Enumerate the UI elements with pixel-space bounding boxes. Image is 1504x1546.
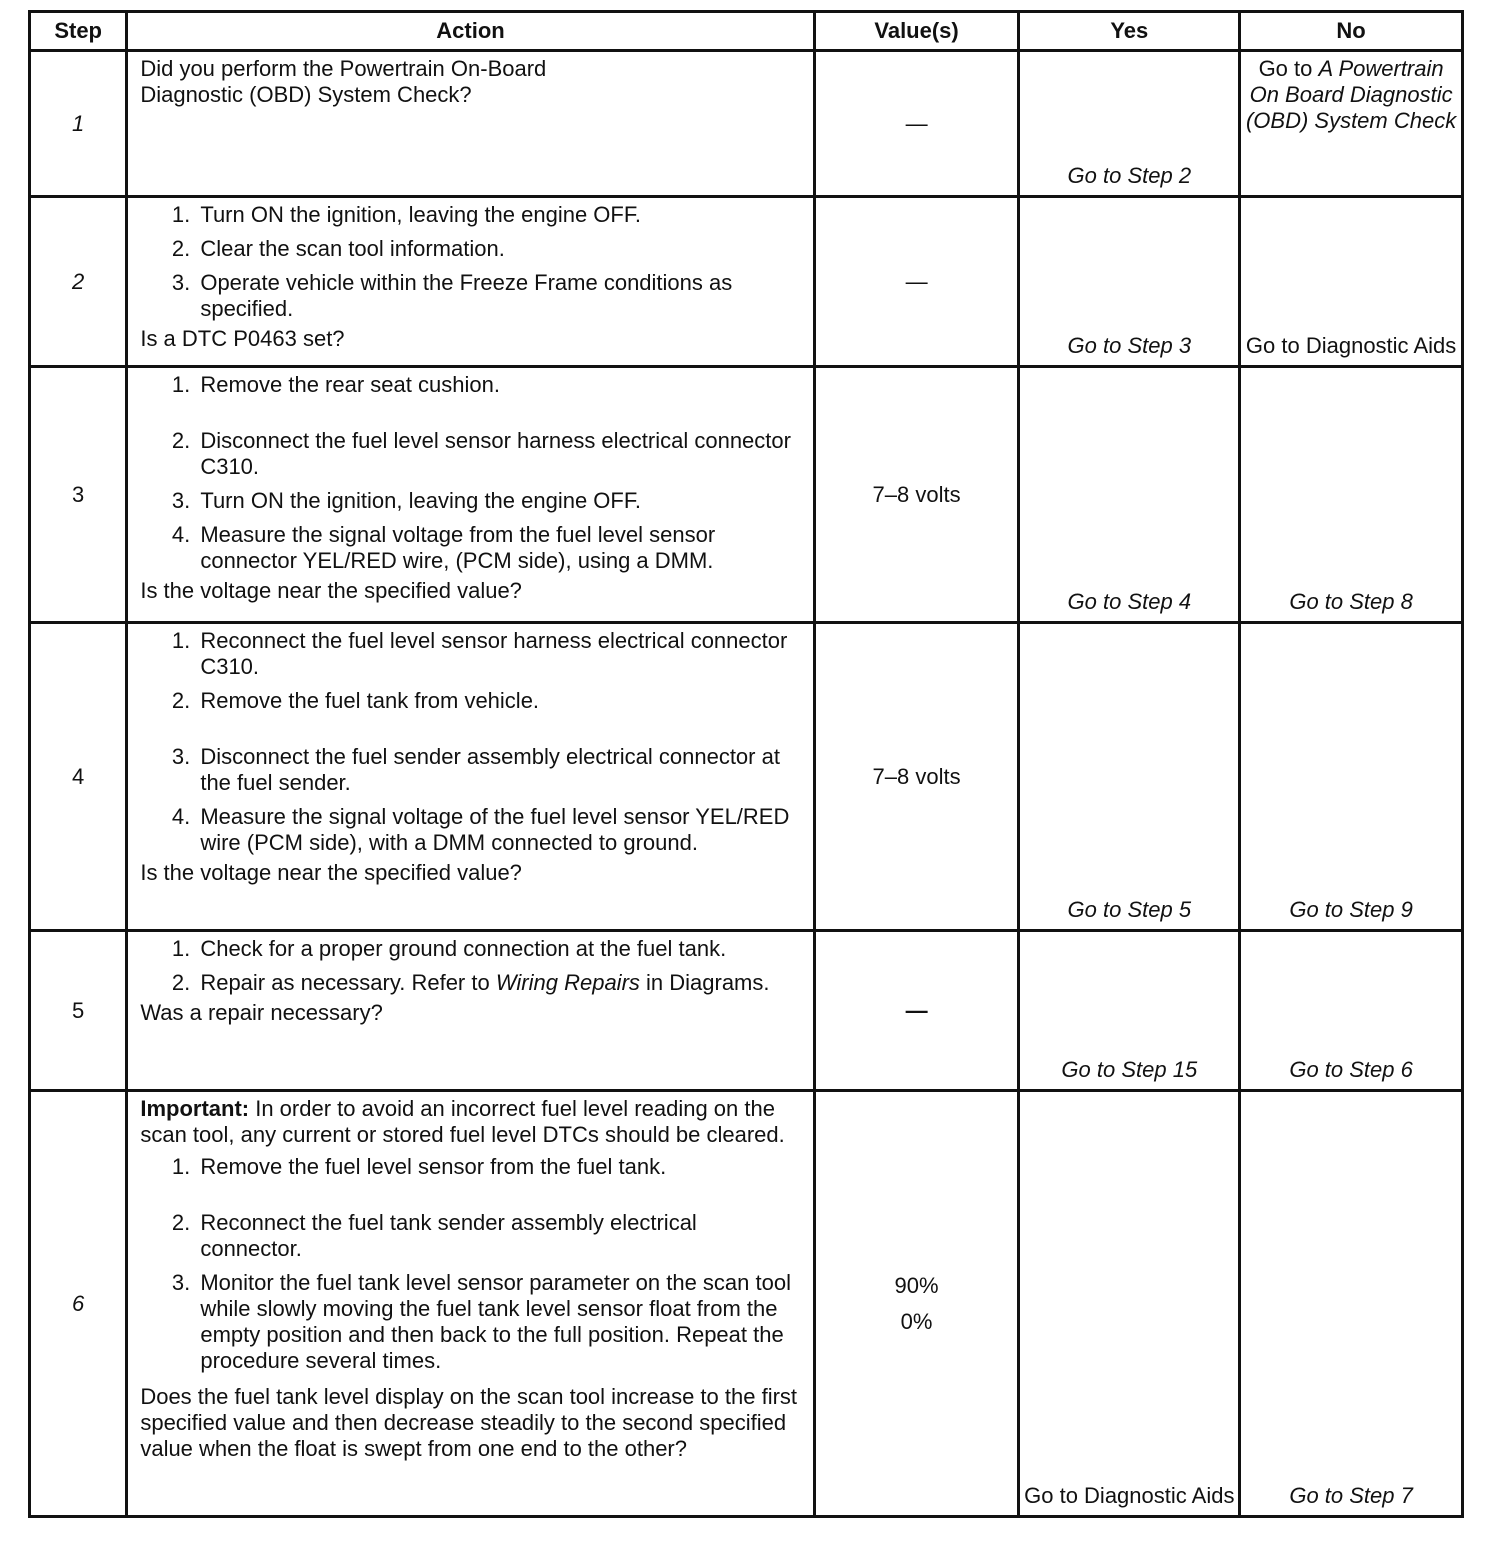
header-yes: Yes: [1019, 12, 1240, 51]
action-step: 1. Remove the rear seat cushion.: [196, 372, 802, 398]
yes-cell: Go to Step 4: [1019, 367, 1240, 623]
table-row: [30, 1091, 1463, 1517]
action-cell: [127, 197, 814, 367]
no-em: A Powertrain On Board Diagnostic (OBD) System Check: [1245, 56, 1457, 133]
header-no: No: [1240, 12, 1463, 51]
action-cell: [127, 51, 814, 197]
table-row: [30, 623, 1463, 931]
value-first: 90%: [894, 1272, 939, 1298]
action-question: Was a repair necessary?: [140, 1000, 383, 1025]
no-cell: Go to Step 7: [1240, 1091, 1463, 1517]
value-cell: [814, 1091, 1019, 1517]
yes-cell: Go to Step 15: [1019, 931, 1240, 1091]
header-step: Step: [30, 12, 127, 51]
action-step: 4. Measure the signal voltage from the fuel level sensor connector YEL/RED wire, (PCM side), using a DMM.: [196, 522, 802, 574]
yes-cell: Go to Diagnostic Aids: [1019, 1091, 1240, 1517]
value-cell: —: [814, 931, 1019, 1091]
no-cell: Go to Diagnostic Aids: [1240, 197, 1463, 367]
important-note: [140, 1096, 802, 1148]
action-step: 3. Disconnect the fuel sender assembly electrical connector at the fuel sender.: [196, 744, 802, 796]
action-cell: [127, 623, 814, 931]
no-prefix: Go to: [1258, 56, 1319, 81]
action-steps: [140, 936, 802, 996]
action-step: 2. Clear the scan tool information.: [196, 236, 802, 262]
table-row: [30, 51, 1463, 197]
action-step: 3. Monitor the fuel tank level sensor parameter on the scan tool while slowly moving the fuel tank level sensor float from the empty position and then back to the full position. Repeat the procedure several times.: [196, 1270, 802, 1374]
header-row: [30, 12, 1463, 51]
step-text-prefix: Repair as necessary. Refer to: [200, 970, 496, 995]
action-step: 2. Reconnect the fuel tank sender assembly electrical connector.: [196, 1210, 802, 1262]
value-cell: 7–8 volts: [814, 623, 1019, 931]
header-action: Action: [127, 12, 814, 51]
action-question: Is a DTC P0463 set?: [140, 326, 345, 351]
action-step: 2. Remove the fuel tank from vehicle.: [196, 688, 802, 714]
action-steps: [140, 628, 802, 856]
value-cell: 7–8 volts: [814, 367, 1019, 623]
action-steps: [140, 1154, 802, 1374]
action-step: 1. Reconnect the fuel level sensor harness electrical connector C310.: [196, 628, 802, 680]
action-steps: [140, 202, 802, 322]
action-question: Did you perform the Powertrain On-Board Diagnostic (OBD) System Check?: [140, 56, 547, 107]
step-number: 5: [30, 931, 127, 1091]
action-cell: [127, 931, 814, 1091]
value-cell: —: [814, 51, 1019, 197]
yes-cell: Go to Step 3: [1019, 197, 1240, 367]
diagnostic-table: [28, 10, 1464, 1518]
action-step: 3. Operate vehicle within the Freeze Frame conditions as specified.: [196, 270, 802, 322]
step-number: 6: [30, 1091, 127, 1517]
step-number: 1: [30, 51, 127, 197]
action-cell: [127, 367, 814, 623]
action-step: 3. Turn ON the ignition, leaving the engine OFF.: [196, 488, 802, 514]
step-text-suffix: in Diagrams.: [639, 970, 770, 995]
action-question: Does the fuel tank level display on the scan tool increase to the first specified value and then decrease steadily to the second specified value when the float is swept from one end to the other?: [140, 1384, 798, 1461]
action-step: 4. Measure the signal voltage of the fuel level sensor YEL/RED wire (PCM side), with a DMM connected to ground.: [196, 804, 802, 856]
table-row: [30, 931, 1463, 1091]
step-number: 3: [30, 367, 127, 623]
action-steps: [140, 372, 802, 574]
important-text: In order to avoid an incorrect fuel level reading on the scan tool, any current or stored fuel level DTCs should be cleared.: [140, 1096, 785, 1147]
action-cell: [127, 1091, 814, 1517]
yes-cell: Go to Step 2: [1019, 51, 1240, 197]
table-row: [30, 367, 1463, 623]
wiring-repairs-ref: Wiring Repairs: [495, 970, 640, 995]
header-values: Value(s): [814, 12, 1019, 51]
no-cell: [1240, 51, 1463, 197]
yes-cell: Go to Step 5: [1019, 623, 1240, 931]
step-number: 4: [30, 623, 127, 931]
important-label: Important:: [140, 1096, 250, 1121]
action-question: Is the voltage near the specified value?: [140, 860, 522, 885]
step-number: 2: [30, 197, 127, 367]
no-cell: Go to Step 8: [1240, 367, 1463, 623]
table-row: [30, 197, 1463, 367]
action-step: 2. Disconnect the fuel level sensor harness electrical connector C310.: [196, 428, 802, 480]
action-step: 1. Check for a proper ground connection at the fuel tank.: [196, 936, 802, 962]
value-second: 0%: [900, 1308, 933, 1334]
action-step: 1. Turn ON the ignition, leaving the engine OFF.: [196, 202, 802, 228]
value-cell: —: [814, 197, 1019, 367]
action-question: Is the voltage near the specified value?: [140, 578, 522, 603]
no-cell: Go to Step 6: [1240, 931, 1463, 1091]
action-step: [196, 970, 802, 996]
no-cell: Go to Step 9: [1240, 623, 1463, 931]
action-step: 1. Remove the fuel level sensor from the fuel tank.: [196, 1154, 802, 1180]
